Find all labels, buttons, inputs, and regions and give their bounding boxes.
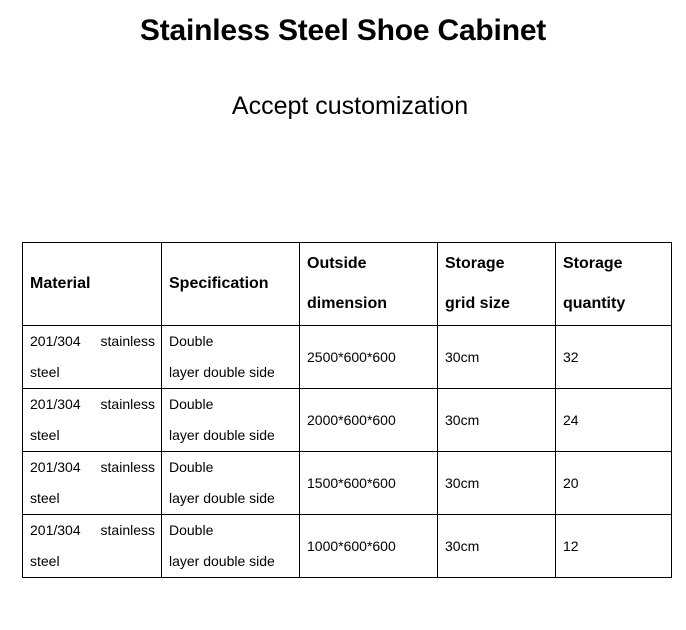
header-storage-grid-size-line1: Storage (445, 255, 505, 272)
quantity-cell: 20 (556, 452, 672, 515)
table-row (23, 515, 672, 578)
grid-size-cell: 30cm (438, 452, 556, 515)
quantity-cell: 32 (556, 326, 672, 389)
material-line1 (30, 452, 155, 483)
material-line2: steel (30, 490, 60, 506)
table-row (23, 452, 672, 515)
specification-line1: Double (169, 522, 214, 538)
specification-line2: layer double side (169, 427, 275, 443)
page-title: Stainless Steel Shoe Cabinet (139, 14, 547, 47)
header-storage-quantity-line2: quantity (563, 295, 626, 312)
specification-line1: Double (169, 459, 214, 475)
specification-line1: Double (169, 333, 214, 349)
material-line2: steel (30, 364, 60, 380)
dimension-cell: 1000*600*600 (300, 515, 438, 578)
specification-cell (162, 389, 300, 452)
table-header-row (23, 243, 672, 326)
material-grade: 201/304 (30, 333, 81, 349)
material-type: stainless (100, 459, 155, 475)
dimension-cell: 2000*600*600 (300, 389, 438, 452)
header-outside-dimension (300, 243, 438, 326)
material-grade: 201/304 (30, 396, 81, 412)
header-outside-dimension-line1: Outside (307, 255, 367, 272)
grid-size-cell: 30cm (438, 389, 556, 452)
material-line1 (30, 389, 155, 420)
specification-line2: layer double side (169, 490, 275, 506)
specification-line2: layer double side (169, 364, 275, 380)
material-type: stainless (100, 333, 155, 349)
spec-table (22, 242, 672, 578)
material-line1 (30, 515, 155, 546)
header-storage-grid-size-line2: grid size (445, 295, 510, 312)
header-material (23, 243, 162, 326)
material-cell (23, 452, 162, 515)
material-cell (23, 326, 162, 389)
material-grade: 201/304 (30, 459, 81, 475)
header-material-label: Material (30, 275, 91, 292)
header-specification-label: Specification (169, 275, 269, 292)
specification-line2: layer double side (169, 553, 275, 569)
material-line1 (30, 326, 155, 357)
specification-line1: Double (169, 396, 214, 412)
header-storage-quantity (556, 243, 672, 326)
material-line2: steel (30, 427, 60, 443)
material-line2: steel (30, 553, 60, 569)
material-cell (23, 389, 162, 452)
material-type: stainless (100, 522, 155, 538)
table-row (23, 389, 672, 452)
grid-size-cell: 30cm (438, 326, 556, 389)
dimension-cell: 1500*600*600 (300, 452, 438, 515)
page-subtitle: Accept customization (231, 92, 469, 120)
specification-cell (162, 515, 300, 578)
specification-cell (162, 452, 300, 515)
header-storage-grid-size (438, 243, 556, 326)
material-grade: 201/304 (30, 522, 81, 538)
header-specification (162, 243, 300, 326)
material-type: stainless (100, 396, 155, 412)
grid-size-cell: 30cm (438, 515, 556, 578)
header-storage-quantity-line1: Storage (563, 255, 623, 272)
material-cell (23, 515, 162, 578)
table-row (23, 326, 672, 389)
quantity-cell: 24 (556, 389, 672, 452)
quantity-cell: 12 (556, 515, 672, 578)
header-outside-dimension-line2: dimension (307, 295, 388, 312)
specification-cell (162, 326, 300, 389)
dimension-cell: 2500*600*600 (300, 326, 438, 389)
